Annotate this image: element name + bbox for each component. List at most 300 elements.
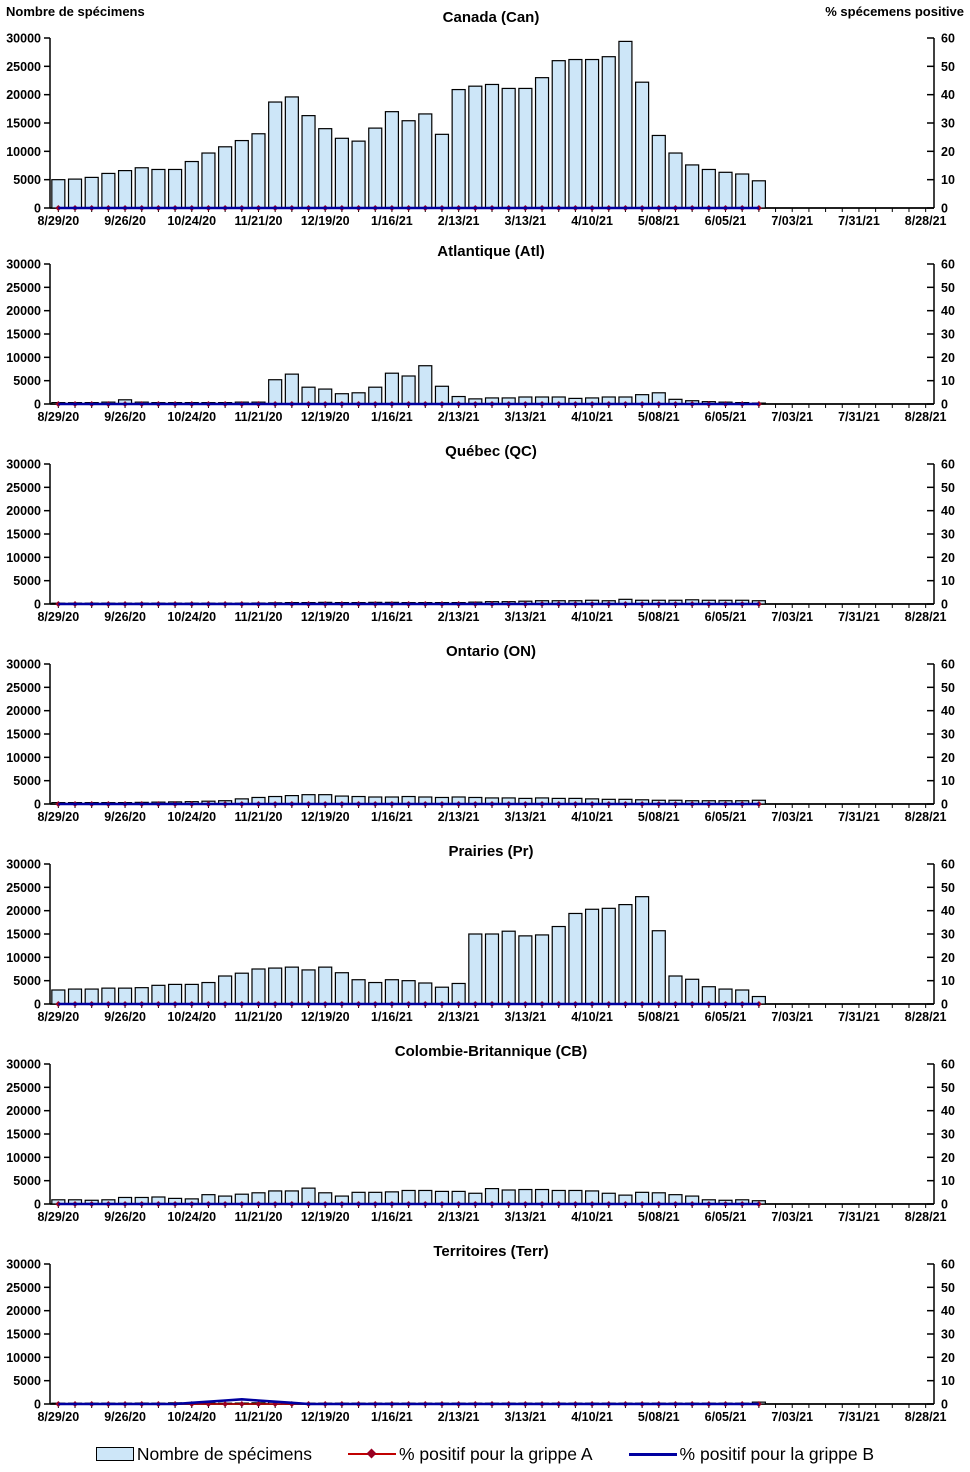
x-tick-label: 10/24/20 [167,410,217,424]
chart-title-pr: Prairies (Pr) [448,843,534,860]
grippe-a-line-icon [348,1453,396,1455]
x-tick-label: 2/13/21 [437,214,480,228]
x-tick-label: 1/16/21 [371,410,413,424]
specimen-bar [252,969,265,1004]
grippe-a-diamond-icon [367,1449,377,1459]
left-tick-label: 5000 [13,1174,41,1189]
x-tick-label: 4/10/21 [571,810,613,824]
chart-can [0,0,970,236]
chart-title-cb: Colombie-Britannique (CB) [394,1043,588,1060]
specimen-bar [69,179,82,208]
specimen-bar [702,169,715,208]
x-tick-label: 3/13/21 [504,410,547,424]
right-tick-label: 30 [941,727,955,742]
x-tick-label: 12/19/20 [300,610,350,624]
x-tick-label: 5/08/21 [637,610,680,624]
x-tick-label: 7/03/21 [771,214,814,228]
specimen-bar [719,172,732,208]
specimen-bar [536,935,549,1004]
x-tick-label: 7/31/21 [838,410,880,424]
x-tick-label: 6/05/21 [704,1410,747,1424]
specimen-bar [352,980,365,1004]
specimen-bar [269,102,282,208]
left-tick-label: 10000 [6,350,41,365]
right-tick-label: 20 [941,950,955,965]
chart-terr [0,1236,970,1436]
right-tick-label: 10 [941,974,955,989]
right-tick-label: 10 [941,574,955,589]
left-tick-label: 25000 [6,1080,41,1095]
x-tick-label: 1/16/21 [371,810,413,824]
specimen-bar [686,979,699,1004]
left-tick-label: 10000 [6,550,41,565]
specimen-bar [552,927,565,1004]
right-tick-label: 40 [941,1104,955,1119]
right-tick-label: 50 [941,1280,955,1295]
x-tick-label: 1/16/21 [371,1410,413,1424]
right-tick-label: 50 [941,880,955,895]
left-tick-label: 30000 [6,857,41,872]
right-tick-label: 20 [941,1350,955,1365]
left-tick-label: 20000 [6,904,41,919]
chart-title-on: Ontario (ON) [446,643,536,660]
right-tick-label: 40 [941,304,955,319]
left-tick-label: 10000 [6,1350,41,1365]
x-tick-label: 6/05/21 [704,1210,747,1224]
right-tick-label: 60 [941,1257,955,1272]
left-tick-label: 0 [34,797,41,812]
x-tick-label: 10/24/20 [167,1410,217,1424]
specimen-bar [636,82,649,208]
left-tick-label: 15000 [6,727,41,742]
specimen-bar [452,983,465,1004]
left-tick-label: 30000 [6,457,41,472]
right-tick-label: 40 [941,88,955,103]
specimen-bar [736,174,749,208]
specimen-bar [669,153,682,208]
left-tick-label: 10000 [6,750,41,765]
x-tick-label: 2/13/21 [437,1410,480,1424]
x-tick-label: 2/13/21 [437,1010,480,1024]
specimen-bar [202,983,215,1004]
x-tick-label: 12/19/20 [300,1210,350,1224]
right-tick-label: 20 [941,750,955,765]
left-tick-label: 25000 [6,59,41,74]
left-tick-label: 5000 [13,774,41,789]
specimen-bar [285,97,298,208]
specimen-bar [135,168,148,208]
specimen-bar [385,373,398,404]
specimen-bar [335,138,348,208]
x-tick-label: 4/10/21 [571,610,613,624]
x-tick-label: 8/28/21 [904,610,947,624]
specimen-bar [502,931,515,1004]
x-tick-label: 9/26/20 [104,214,146,228]
x-tick-label: 12/19/20 [300,410,350,424]
left-tick-label: 0 [34,201,41,216]
x-tick-label: 3/13/21 [504,1210,547,1224]
x-tick-label: 8/28/21 [904,1210,947,1224]
chart-cb [0,1036,970,1236]
specimen-bar [369,128,382,208]
x-tick-label: 6/05/21 [704,610,747,624]
x-tick-label: 8/29/20 [37,810,80,824]
specimen-bar [169,169,182,208]
specimen-bar [102,173,115,208]
specimen-bar [402,981,415,1004]
left-tick-label: 5000 [13,1374,41,1389]
right-tick-label: 60 [941,657,955,672]
right-tick-label: 40 [941,904,955,919]
left-tick-label: 30000 [6,1257,41,1272]
x-tick-label: 3/13/21 [504,610,547,624]
specimen-bar [352,141,365,208]
specimen-bar [486,934,499,1004]
specimen-bar [619,905,632,1004]
specimen-bars-can [52,41,766,208]
specimen-bar [452,90,465,208]
left-tick-label: 10000 [6,950,41,965]
specimen-bar [569,60,582,208]
x-tick-label: 10/24/20 [167,1010,217,1024]
right-tick-label: 0 [941,997,948,1012]
left-tick-label: 25000 [6,680,41,695]
specimen-bar [235,141,248,208]
right-tick-label: 0 [941,1397,948,1412]
x-tick-label: 8/28/21 [904,410,947,424]
axes-qc [6,458,955,625]
axes-terr [6,1258,955,1425]
x-tick-label: 8/29/20 [37,1410,80,1424]
x-tick-label: 2/13/21 [437,610,480,624]
specimen-bar [552,61,565,208]
specimen-bar [85,177,98,208]
left-tick-label: 30000 [6,1057,41,1072]
legend-grippe-b-label: % positif pour la grippe B [679,1443,875,1464]
x-tick-label: 5/08/21 [637,810,680,824]
specimen-bar [52,180,65,208]
x-tick-label: 7/03/21 [771,1010,814,1024]
legend-item-specimens [96,1444,312,1465]
specimen-bar [269,968,282,1004]
grippe-b-line-icon [629,1453,677,1456]
x-tick-label: 3/13/21 [504,810,547,824]
x-tick-label: 11/21/20 [234,610,283,624]
x-tick-label: 12/19/20 [300,1410,350,1424]
x-tick-label: 1/16/21 [371,1010,413,1024]
specimen-bar [419,366,432,404]
x-tick-label: 9/26/20 [104,810,146,824]
left-tick-label: 15000 [6,927,41,942]
left-tick-label: 30000 [6,257,41,272]
left-tick-label: 20000 [6,88,41,103]
specimen-bar [686,165,699,208]
x-tick-label: 4/10/21 [571,1410,613,1424]
specimen-bar [469,934,482,1004]
specimen-bar [669,976,682,1004]
specimen-bars-atl [52,366,766,404]
left-tick-label: 25000 [6,480,41,495]
right-tick-label: 20 [941,1150,955,1165]
left-tick-label: 25000 [6,880,41,895]
left-tick-label: 15000 [6,1127,41,1142]
right-axis-title: % spécemens positive [825,4,964,19]
x-tick-label: 2/13/21 [437,1210,480,1224]
specimen-bar [302,116,315,208]
specimen-bar [302,970,315,1004]
specimen-bar [402,376,415,404]
x-tick-label: 11/21/20 [234,1410,283,1424]
right-tick-label: 30 [941,927,955,942]
chart-atl [0,236,970,436]
specimen-bar [435,134,448,208]
x-tick-label: 4/10/21 [571,1010,613,1024]
specimen-bar [652,931,665,1004]
left-tick-label: 15000 [6,1327,41,1342]
x-tick-label: 6/05/21 [704,810,747,824]
specimen-bar [402,121,415,208]
right-tick-label: 50 [941,280,955,295]
left-tick-label: 0 [34,597,41,612]
left-tick-label: 5000 [13,374,41,389]
right-tick-label: 10 [941,774,955,789]
specimen-bar [285,374,298,404]
right-tick-label: 20 [941,350,955,365]
specimen-bar [385,980,398,1004]
left-tick-label: 20000 [6,1104,41,1119]
specimen-bar [519,88,532,208]
right-tick-label: 60 [941,31,955,46]
x-tick-label: 7/31/21 [838,610,880,624]
left-tick-label: 10000 [6,144,41,159]
right-tick-label: 30 [941,327,955,342]
x-tick-label: 8/28/21 [904,214,947,228]
x-tick-label: 11/21/20 [234,410,283,424]
legend-item-grippe-a [348,1444,593,1465]
x-tick-label: 9/26/20 [104,610,146,624]
x-tick-label: 1/16/21 [371,214,413,228]
specimen-bars-pr [52,897,766,1004]
left-tick-label: 10000 [6,1150,41,1165]
right-tick-label: 10 [941,1374,955,1389]
right-tick-label: 30 [941,116,955,131]
specimen-bar [586,909,599,1004]
x-tick-label: 10/24/20 [167,214,217,228]
x-tick-label: 5/08/21 [637,1010,680,1024]
x-tick-label: 5/08/21 [637,410,680,424]
x-tick-label: 12/19/20 [300,810,350,824]
left-tick-label: 25000 [6,280,41,295]
x-tick-label: 7/31/21 [838,214,880,228]
chart-title-can: Canada (Can) [442,9,540,26]
specimen-bar [185,162,198,208]
x-tick-label: 2/13/21 [437,410,480,424]
x-tick-label: 2/13/21 [437,810,480,824]
left-tick-label: 20000 [6,1304,41,1319]
specimen-bar [319,129,332,208]
x-tick-label: 4/10/21 [571,214,613,228]
right-tick-label: 0 [941,201,948,216]
x-tick-label: 7/31/21 [838,810,880,824]
left-tick-label: 30000 [6,31,41,46]
right-tick-label: 10 [941,173,955,188]
right-tick-label: 0 [941,397,948,412]
right-tick-label: 40 [941,1304,955,1319]
specimen-bar [152,169,165,208]
right-tick-label: 40 [941,504,955,519]
right-tick-label: 50 [941,59,955,74]
right-tick-label: 50 [941,1080,955,1095]
x-tick-label: 1/16/21 [371,610,413,624]
chart-pr [0,836,970,1036]
legend-specimens-label: Nombre de spécimens [136,1443,312,1464]
x-tick-label: 7/03/21 [771,1410,814,1424]
specimen-bar [569,913,582,1004]
left-tick-label: 5000 [13,173,41,188]
specimen-bar [636,897,649,1004]
specimen-bar [536,78,549,208]
left-tick-label: 0 [34,397,41,412]
legend-item-grippe-b [629,1444,875,1465]
specimen-bar [235,973,248,1004]
specimen-bar [519,936,532,1004]
x-tick-label: 4/10/21 [571,410,613,424]
x-tick-label: 8/28/21 [904,1010,947,1024]
chart-title-atl: Atlantique (Atl) [437,243,545,260]
x-tick-label: 10/24/20 [167,810,217,824]
specimen-bar [219,147,232,208]
x-tick-label: 5/08/21 [637,1410,680,1424]
x-tick-label: 8/29/20 [37,410,80,424]
x-tick-label: 7/31/21 [838,1210,880,1224]
right-tick-label: 50 [941,480,955,495]
left-tick-label: 0 [34,1397,41,1412]
x-tick-label: 3/13/21 [504,214,547,228]
specimen-bar [202,153,215,208]
grippe-a-marker [239,1401,245,1407]
left-tick-label: 25000 [6,1280,41,1295]
right-tick-label: 20 [941,144,955,159]
specimen-bar [652,135,665,208]
x-tick-label: 7/03/21 [771,610,814,624]
x-tick-label: 7/03/21 [771,410,814,424]
chart-title-qc: Québec (QC) [445,443,537,460]
right-tick-label: 50 [941,680,955,695]
specimen-bar [752,181,765,208]
x-tick-label: 9/26/20 [104,410,146,424]
x-tick-label: 8/28/21 [904,810,947,824]
x-tick-label: 5/08/21 [637,1210,680,1224]
x-tick-label: 7/03/21 [771,810,814,824]
x-tick-label: 12/19/20 [300,1010,350,1024]
right-tick-label: 0 [941,597,948,612]
x-tick-label: 4/10/21 [571,1210,613,1224]
legend-grippe-a-label: % positif pour la grippe A [398,1443,593,1464]
x-tick-label: 11/21/20 [234,214,283,228]
left-tick-label: 15000 [6,327,41,342]
x-tick-label: 9/26/20 [104,1410,146,1424]
left-tick-label: 20000 [6,704,41,719]
specimen-bar [419,114,432,208]
x-tick-label: 7/31/21 [838,1010,880,1024]
left-tick-label: 20000 [6,304,41,319]
x-tick-label: 6/05/21 [704,410,747,424]
right-tick-label: 30 [941,1127,955,1142]
x-tick-label: 10/24/20 [167,1210,217,1224]
specimen-bar [486,84,499,208]
x-tick-label: 8/29/20 [37,214,80,228]
x-tick-label: 11/21/20 [234,810,283,824]
specimen-bar [469,86,482,208]
left-axis-title: Nombre de spécimens [6,4,145,19]
right-tick-label: 0 [941,797,948,812]
x-tick-label: 9/26/20 [104,1010,146,1024]
right-tick-label: 40 [941,704,955,719]
right-tick-label: 10 [941,374,955,389]
x-tick-label: 8/29/20 [37,1210,80,1224]
x-tick-label: 9/26/20 [104,1210,146,1224]
x-tick-label: 1/16/21 [371,1210,413,1224]
specimen-bar [586,60,599,208]
right-tick-label: 30 [941,1327,955,1342]
specimen-bar [502,88,515,208]
right-tick-label: 30 [941,527,955,542]
x-tick-label: 3/13/21 [504,1010,547,1024]
chart-qc [0,436,970,636]
left-tick-label: 5000 [13,974,41,989]
left-tick-label: 30000 [6,657,41,672]
x-tick-label: 12/19/20 [300,214,350,228]
specimen-bar [602,908,615,1004]
left-tick-label: 0 [34,1197,41,1212]
right-tick-label: 20 [941,550,955,565]
chart-on [0,636,970,836]
specimen-bar [385,112,398,208]
left-tick-label: 20000 [6,504,41,519]
x-tick-label: 6/05/21 [704,1010,747,1024]
specimen-bar [119,171,132,208]
specimens-bar-swatch-icon [96,1447,134,1461]
specimen-bar [319,967,332,1004]
chart-legend [0,1436,970,1472]
x-tick-label: 11/21/20 [234,1010,283,1024]
right-tick-label: 60 [941,257,955,272]
specimen-bar [285,967,298,1004]
left-tick-label: 15000 [6,527,41,542]
x-tick-label: 8/29/20 [37,1010,80,1024]
x-tick-label: 7/31/21 [838,1410,880,1424]
specimen-bar [602,57,615,208]
right-tick-label: 60 [941,857,955,872]
left-tick-label: 0 [34,997,41,1012]
x-tick-label: 11/21/20 [234,1210,283,1224]
right-tick-label: 10 [941,1174,955,1189]
specimen-bar [369,983,382,1004]
right-tick-label: 60 [941,457,955,472]
x-tick-label: 10/24/20 [167,610,217,624]
specimen-bar [269,380,282,404]
specimen-bar [219,976,232,1004]
left-tick-label: 15000 [6,116,41,131]
chart-title-terr: Territoires (Terr) [433,1243,549,1260]
specimen-bar [619,41,632,208]
x-tick-label: 7/03/21 [771,1210,814,1224]
right-tick-label: 60 [941,1057,955,1072]
right-tick-label: 0 [941,1197,948,1212]
x-tick-label: 3/13/21 [504,1410,547,1424]
x-tick-label: 5/08/21 [637,214,680,228]
x-tick-label: 6/05/21 [704,214,747,228]
